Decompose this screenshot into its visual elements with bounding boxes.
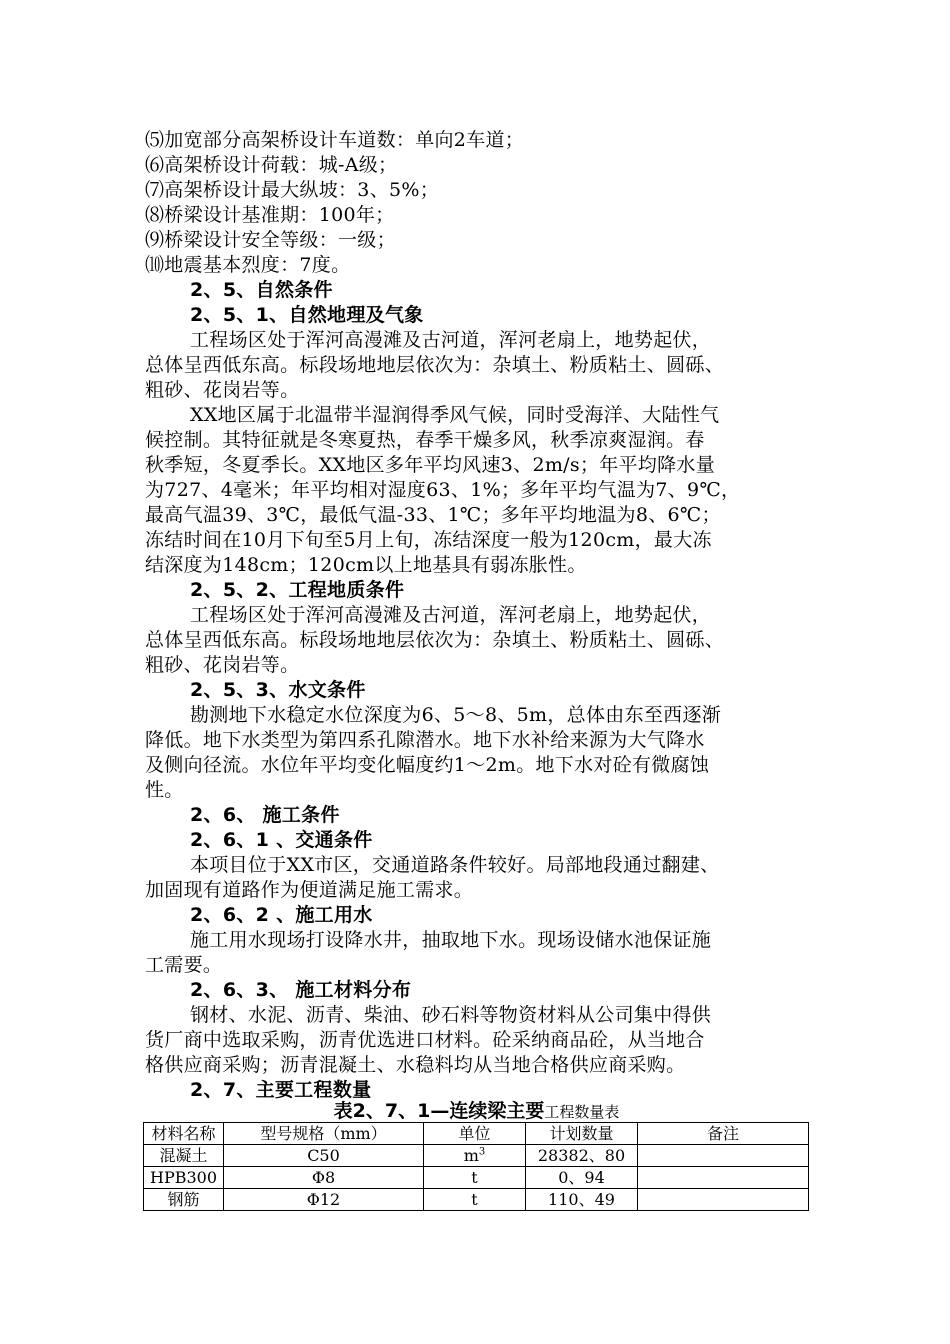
- section-heading-2-7: 2、7、主要工程数量: [190, 1079, 372, 1101]
- spec-item-5: ⑸加宽部分高架桥设计车道数：单向2车道；: [145, 129, 525, 151]
- quantity-table: [143, 1122, 809, 1211]
- table-caption-suffix: 工程数量表: [544, 1103, 620, 1121]
- section-heading-2-6-2: 2、6、2 、施工用水: [190, 904, 373, 926]
- header-note: 备注: [638, 1123, 809, 1145]
- paragraph-line: 工程场区处于浑河高漫滩及古河道，浑河老扇上，地势起伏，: [190, 604, 712, 626]
- cell-spec: Φ12: [224, 1189, 424, 1211]
- section-heading-2-6-3: 2、6、3、 施工材料分布: [190, 979, 412, 1001]
- cell-material-name: HPB300: [144, 1167, 224, 1189]
- table-row: [144, 1145, 809, 1167]
- cell-note: [638, 1145, 809, 1167]
- paragraph-line: 秋季短，冬夏季长。XX地区多年平均风速3、2m/s；年平均降水量: [145, 454, 715, 476]
- paragraph-line: 粗砂、花岗岩等。: [145, 654, 300, 676]
- paragraph-line: 工程场区处于浑河高漫滩及古河道，浑河老扇上，地势起伏，: [190, 329, 712, 351]
- paragraph-line: 勘测地下水稳定水位深度为6、5～8、5m，总体由东至西逐渐: [190, 704, 722, 726]
- unit-superscript: 3: [478, 1146, 486, 1158]
- cell-spec: Φ8: [224, 1167, 424, 1189]
- paragraph-line: 钢材、水泥、沥青、柴油、砂石料等物资材料从公司集中得供: [190, 1004, 712, 1026]
- paragraph-line: XX地区属于北温带半湿润得季风气候，同时受海洋、大陆性气: [190, 404, 720, 426]
- paragraph-line: 工需要。: [145, 954, 223, 976]
- cell-unit: t: [424, 1167, 526, 1189]
- header-unit: 单位: [424, 1123, 526, 1145]
- section-heading-2-5-1: 2、5、1、自然地理及气象: [190, 304, 424, 326]
- section-heading-2-5: 2、5、自然条件: [190, 279, 333, 301]
- paragraph-line: 总体呈西低东高。标段场地地层依次为：杂填土、粉质粘土、圆砾、: [145, 354, 725, 376]
- paragraph-line: 施工用水现场打设降水井，抽取地下水。现场设储水池保证施: [190, 929, 712, 951]
- cell-unit: t: [424, 1189, 526, 1211]
- paragraph-line: 最高气温39、3℃，最低气温-33、1℃；多年平均地温为8、6℃；: [145, 504, 721, 526]
- paragraph-line: 货厂商中选取采购，沥青优选进口材料。砼采纳商品砼，从当地合: [145, 1029, 705, 1051]
- section-heading-2-5-2: 2、5、2、工程地质条件: [190, 579, 405, 601]
- header-spec: 型号规格（mm）: [224, 1123, 424, 1145]
- spec-item-10: ⑽地震基本烈度：7度。: [145, 254, 351, 276]
- spec-item-8: ⑻桥梁设计基准期：100年；: [145, 204, 395, 226]
- cell-quantity: 28382、80: [526, 1145, 638, 1167]
- cell-quantity: 0、94: [526, 1167, 638, 1189]
- table-row: [144, 1189, 809, 1211]
- paragraph-line: 结深度为148cm；120cm以上地基具有弱冻胀性。: [145, 554, 587, 576]
- table-header-row: [144, 1123, 809, 1145]
- table-row: [144, 1167, 809, 1189]
- spec-item-9: ⑼桥梁设计安全等级：一级；: [145, 229, 396, 251]
- paragraph-line: 性。: [145, 779, 184, 801]
- table-caption-title: 表2、7、1—连续梁主要: [333, 1100, 545, 1122]
- spec-item-7: ⑺高架桥设计最大纵坡：3、5%；: [145, 179, 440, 201]
- cell-material-name: 钢筋: [144, 1189, 224, 1211]
- cell-spec: C50: [224, 1145, 424, 1167]
- cell-unit: [424, 1145, 526, 1167]
- cell-quantity: 110、49: [526, 1189, 638, 1211]
- paragraph-line: 加固现有道路作为便道满足施工需求。: [145, 879, 474, 901]
- unit-text: m: [463, 1145, 479, 1165]
- paragraph-line: 降低。地下水类型为第四系孔隙潜水。地下水补给来源为大气降水: [145, 729, 705, 751]
- table-caption: [145, 1099, 808, 1124]
- spec-item-6: ⑹高架桥设计荷载：城-A级；: [145, 154, 398, 176]
- section-heading-2-5-3: 2、5、3、水文条件: [190, 679, 366, 701]
- paragraph-line: 及侧向径流。水位年平均变化幅度约1～2m。地下水对砼有微腐蚀: [145, 754, 710, 776]
- section-heading-2-6-1: 2、6、1 、交通条件: [190, 829, 373, 851]
- paragraph-line: 本项目位于XX市区，交通道路条件较好。局部地段通过翻建、: [190, 854, 720, 876]
- paragraph-line: 为727、4毫米；年平均相对湿度63、1%；多年平均气温为7、9℃，: [145, 479, 741, 501]
- paragraph-line: 候控制。其特征就是冬寒夏热，春季干燥多风，秋季凉爽湿润。春: [145, 429, 705, 451]
- paragraph-line: 粗砂、花岗岩等。: [145, 379, 300, 401]
- cell-note: [638, 1189, 809, 1211]
- header-material-name: 材料名称: [144, 1123, 224, 1145]
- section-heading-2-6: 2、6、 施工条件: [190, 804, 340, 826]
- cell-material-name: 混凝土: [144, 1145, 224, 1167]
- paragraph-line: 格供应商采购；沥青混凝土、水稳料均从当地合格供应商采购。: [145, 1054, 686, 1076]
- header-quantity: 计划数量: [526, 1123, 638, 1145]
- cell-note: [638, 1167, 809, 1189]
- paragraph-line: 总体呈西低东高。标段场地地层依次为：杂填土、粉质粘土、圆砾、: [145, 629, 725, 651]
- paragraph-line: 冻结时间在10月下旬至5月上旬，冻结深度一般为120cm，最大冻: [145, 529, 712, 551]
